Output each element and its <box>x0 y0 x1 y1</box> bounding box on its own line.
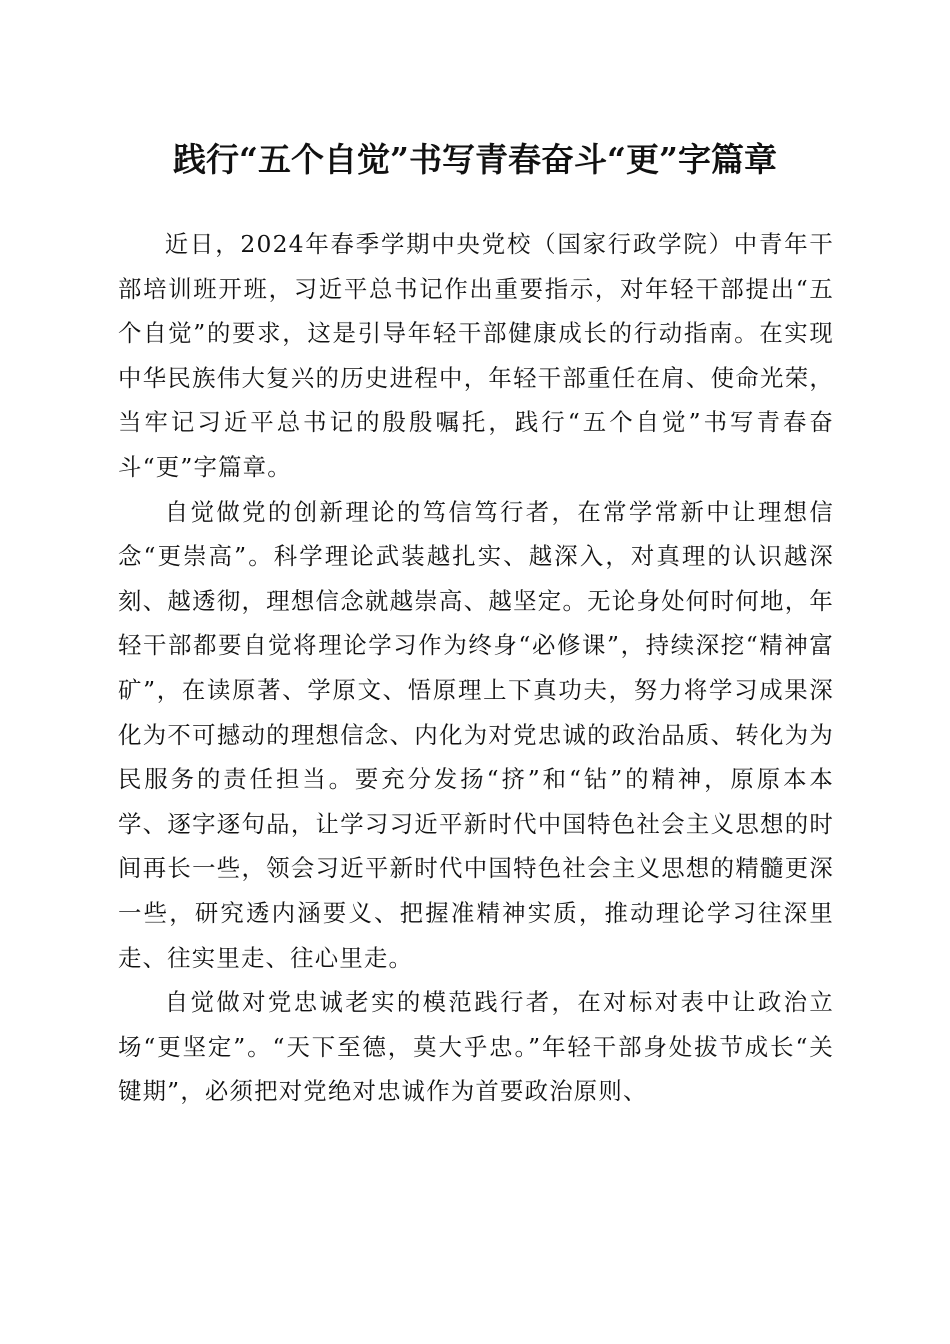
paragraph-intro: 近日，2024年春季学期中央党校（国家行政学院）中青年干部培训班开班，习近平总书记作出重要指示，对年轻干部提出“五个自觉”的要求，这是引导年轻干部健康成长的行动指南。在实现中华民族伟大复兴的历史进程中，年轻干部重任在肩、使命光荣，当牢记习近平总书记的殷殷嘱托，践行“五个自觉”书写青春奋斗“更”字篇章。 <box>118 230 834 481</box>
document-title: 践行“五个自觉”书写青春奋斗“更”字篇章 <box>173 140 777 179</box>
document-body <box>118 222 834 1114</box>
paragraph-loyalty: 自觉做对党忠诚老实的模范践行者，在对标对表中让政治立场“更坚定”。“天下至德，莫大乎忠。”年轻干部身处拔节成长“关键期”，必须把对党绝对忠诚作为首要政治原则、 <box>118 988 834 1106</box>
paragraph-theory: 自觉做党的创新理论的笃信笃行者，在常学常新中让理想信念“更崇高”。科学理论武装越扎实、越深入，对真理的认识越深刻、越透彻，理想信念就越崇高、越坚定。无论身处何时何地，年轻干部都要自觉将理论学习作为终身“必修课”，持续深挖“精神富矿”，在读原著、学原文、悟原理上下真功夫，努力将学习成果深化为不可撼动的理想信念、内化为对党忠诚的政治品质、转化为为民服务的责任担当。要充分发扬“挤”和“钻”的精神，原原本本学、逐字逐句品，让学习习近平新时代中国特色社会主义思想的时间再长一些，领会习近平新时代中国特色社会主义思想的精髓更深一些，研究透内涵要义、把握准精神实质，推动理论学习往深里走、往实里走、往心里走。 <box>118 497 834 972</box>
